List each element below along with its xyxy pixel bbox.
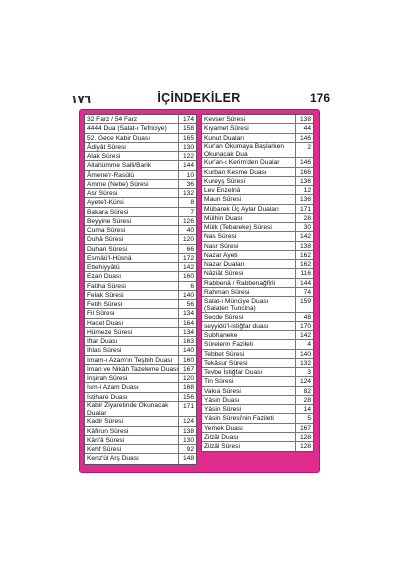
entry-title: Hacet Duası: [87, 319, 124, 327]
index-entry: [85, 402, 196, 418]
entry-title: Lev Enzelnâ: [204, 187, 241, 195]
entry-title: 4444 Dua (Salat-ı Tefriciye): [87, 125, 167, 133]
entry-page-number: 130: [178, 143, 196, 151]
entry-page-number: 44: [295, 124, 313, 132]
index-entry: [85, 115, 196, 124]
index-entry: [202, 350, 313, 359]
entry-title: Ezan Duası: [87, 273, 122, 281]
entry-title: Kevser Sûresi: [204, 116, 246, 123]
entry-page-number: 156: [178, 393, 196, 401]
entry-page-number: 138: [295, 115, 313, 123]
index-entry: [85, 427, 196, 436]
index-entry: [85, 217, 196, 226]
entry-title: Fil Sûresi: [87, 310, 115, 318]
index-entry: [202, 424, 313, 433]
entry-title: Esmâü'l-Hüsnâ: [87, 254, 132, 262]
index-entry: [202, 205, 313, 214]
entry-page-number: 7: [178, 208, 196, 216]
index-entry: [202, 442, 313, 451]
index-entry: [202, 359, 313, 368]
entry-title: İftar Duası: [87, 338, 118, 345]
entry-page-number: 8: [178, 198, 196, 206]
entry-title: Bakara Sûresi: [87, 208, 129, 216]
entry-page-number: 124: [295, 377, 313, 385]
entry-title: Kıyamet Sûresi: [204, 125, 249, 133]
entry-page-number: 160: [178, 272, 196, 280]
entry-page-number: 140: [178, 346, 196, 354]
entry-page-number: 6: [178, 282, 196, 290]
entry-page-number: 14: [295, 405, 313, 413]
entry-page-number: 160: [178, 356, 196, 364]
entry-title: Alak Sûresi: [87, 153, 121, 160]
index-entry: [202, 269, 313, 278]
index-entry: [202, 313, 313, 322]
index-entry: [202, 288, 313, 297]
entry-title: Cuma Sûresi: [87, 227, 126, 234]
entry-page-number: 146: [295, 158, 313, 166]
entry-title: Kureyş Sûresi: [204, 177, 246, 185]
index-entry: [85, 319, 196, 328]
index-entry: [85, 393, 196, 402]
entry-page-number: 136: [295, 177, 313, 185]
index-entry: [85, 417, 196, 426]
index-column-right: [201, 114, 314, 452]
entry-title: Nasr Sûresi: [204, 242, 239, 250]
entry-page-number: 82: [295, 387, 313, 395]
entry-title: Subhaneke: [204, 332, 238, 340]
index-entry: [202, 232, 313, 241]
index-entry: [85, 198, 196, 207]
index-entry: [202, 124, 313, 133]
entry-title: Kurban Kesme Duası: [204, 168, 267, 176]
entry-title: Nas Sûresi: [204, 233, 237, 241]
index-entry: [202, 387, 313, 396]
page-number: 176: [309, 91, 330, 105]
entry-title: Fatiha Sûresi: [87, 282, 126, 290]
index-entry: [85, 226, 196, 235]
index-entry: [85, 346, 196, 355]
entry-page-number: 138: [178, 427, 196, 435]
entry-page-number: 167: [178, 365, 196, 373]
entry-page-number: 28: [295, 396, 313, 404]
entry-page-number: 132: [178, 189, 196, 197]
entry-title: Yemek Duası: [204, 424, 243, 432]
index-entry: [202, 414, 313, 423]
entry-page-number: 134: [178, 328, 196, 336]
entry-page-number: 146: [295, 134, 313, 142]
index-entry: [202, 279, 313, 288]
entry-page-number: 36: [178, 180, 196, 188]
index-entry: [85, 235, 196, 244]
entry-title: Nazar Ayeti: [204, 251, 238, 259]
entry-page-number: 159: [295, 297, 313, 312]
entry-title: Kâfirun Sûresi: [87, 427, 129, 435]
index-entry: [202, 368, 313, 377]
entry-page-number: 124: [178, 417, 196, 425]
index-entry: [202, 168, 313, 177]
entry-page-number: 132: [295, 359, 313, 367]
index-entry: [85, 208, 196, 217]
entry-title: Tin Sûresi: [204, 378, 234, 386]
index-entry: [85, 180, 196, 189]
index-entry: [85, 272, 196, 281]
page-header: [68, 89, 330, 109]
entry-page-number: 3: [295, 368, 313, 376]
index-entry: [202, 143, 313, 159]
entry-page-number: 28: [295, 214, 313, 222]
entry-title: Kâri'â Sûresi: [87, 436, 125, 444]
index-entry: [85, 124, 196, 133]
entry-title: Fetih Sûresi: [87, 301, 123, 308]
entry-page-number: 74: [295, 288, 313, 296]
entry-page-number: 134: [178, 309, 196, 317]
entry-title: Mülk (Tebareke) Sûresi: [204, 224, 272, 232]
entry-title: Kadir Sûresi: [87, 418, 123, 426]
entry-title: Yâsin Sûresi'nin Fazileti: [204, 415, 274, 423]
entry-title: Hümeze Sûresi: [87, 328, 133, 336]
entry-page-number: 144: [178, 161, 196, 169]
entry-page-number: 2: [295, 143, 313, 158]
entry-title: Tebbet Sûresi: [204, 350, 245, 358]
index-entry: [85, 436, 196, 445]
entry-page-number: 116: [295, 269, 313, 277]
entry-title: Yâsin Duası: [204, 396, 240, 404]
entry-title: Amme (Nebe) Sûresi: [87, 180, 149, 188]
entry-page-number: 168: [178, 383, 196, 391]
entry-page-number: 170: [295, 322, 313, 330]
entry-title: Beyyine Sûresi: [87, 217, 131, 225]
index-entry: [85, 374, 196, 383]
entry-title: Asr Sûresi: [87, 190, 118, 197]
entry-title: Mülhin Duası: [204, 214, 243, 222]
index-entry: [202, 377, 313, 386]
index-entry: [85, 309, 196, 318]
entry-page-number: 138: [295, 242, 313, 250]
entry-title: Felak Sûresi: [87, 291, 124, 299]
entry-title: Ettehiyyâtü: [87, 264, 120, 271]
entry-page-number: 4: [295, 340, 313, 348]
index-entry: [85, 337, 196, 346]
entry-page-number: 130: [178, 436, 196, 444]
index-entry: [85, 328, 196, 337]
entry-page-number: 171: [295, 205, 313, 213]
entry-page-number: 142: [295, 232, 313, 240]
entry-title: Allahümme Salli/Barik: [87, 162, 152, 170]
entry-page-number: 171: [178, 402, 196, 417]
index-entry: [202, 214, 313, 223]
index-entry: [202, 322, 313, 331]
index-entry: [202, 297, 313, 313]
entry-page-number: 120: [178, 374, 196, 382]
index-entry: [202, 396, 313, 405]
index-entry: [202, 223, 313, 232]
entry-page-number: 167: [295, 424, 313, 432]
entry-page-number: 136: [295, 195, 313, 203]
index-entry: [202, 115, 313, 124]
entry-title: Ayete'l-Kürsi: [87, 199, 124, 207]
entry-title: Maun Sûresi: [204, 196, 242, 204]
index-entry: [85, 254, 196, 263]
entry-page-number: 92: [178, 445, 196, 453]
entry-title: Duhâ Sûresi: [87, 236, 124, 244]
index-entry: [85, 383, 196, 392]
page-number-arabic: ١٧٦: [71, 93, 92, 106]
index-entry: [202, 340, 313, 349]
index-entry: [202, 405, 313, 414]
entry-page-number: 128: [295, 433, 313, 441]
index-entry: [85, 161, 196, 170]
entry-title: Kabir Ziyaretinde Okunacak Dualar: [87, 402, 169, 417]
index-entry: [85, 282, 196, 291]
index-entry: [85, 300, 196, 309]
index-entry: [85, 356, 196, 365]
entry-page-number: 162: [295, 260, 313, 268]
index-entry: [85, 152, 196, 161]
entry-page-number: 48: [295, 313, 313, 321]
index-entry: [85, 143, 196, 152]
index-entry: [202, 134, 313, 143]
entry-title: Nazar Duaları: [204, 261, 245, 269]
entry-page-number: 120: [178, 235, 196, 243]
page-title: İÇİNDEKİLER: [157, 91, 241, 105]
entry-title: Zilzâl Sûresi: [204, 443, 240, 451]
entry-page-number: 40: [178, 226, 196, 234]
index-entry: [85, 454, 196, 463]
entry-title: İnşirah Sûresi: [87, 375, 128, 382]
index-frame: [79, 109, 320, 473]
entry-title: Rahman Sûresi: [204, 288, 250, 296]
entry-page-number: 142: [178, 263, 196, 271]
index-entry: [85, 245, 196, 254]
index-entry: [202, 186, 313, 195]
entry-page-number: 140: [295, 350, 313, 358]
index-entry: [202, 195, 313, 204]
index-entry: [202, 242, 313, 251]
entry-title: seyyidü'l-istiğfar duası: [204, 322, 269, 330]
entry-page-number: 144: [295, 279, 313, 287]
entry-title: İsm-i Azam Duası: [87, 384, 139, 392]
entry-page-number: 172: [178, 254, 196, 262]
entry-title: Kur'an-ı Kerim'den Dualar: [204, 159, 280, 167]
entry-title: Kehf Sûresi: [87, 446, 122, 454]
entry-page-number: 166: [295, 168, 313, 176]
entry-page-number: 140: [178, 291, 196, 299]
entry-page-number: 165: [178, 134, 196, 142]
index-entry: [85, 189, 196, 198]
entry-page-number: 164: [178, 319, 196, 327]
entry-title: Kur'an Okumaya Başlarken Okunacak Dua: [204, 143, 285, 158]
entry-title: İhlas Sûresi: [87, 347, 122, 355]
entry-title: Secde Sûresi: [204, 313, 244, 321]
index-entry: [85, 445, 196, 454]
entry-title: Nâziât Sûresi: [204, 270, 244, 278]
index-entry: [202, 177, 313, 186]
index-entry: [85, 291, 196, 300]
entry-page-number: 56: [178, 300, 196, 308]
index-entry: [202, 331, 313, 340]
index-entry: [85, 134, 196, 143]
entry-title: Rabbenâ / Rabbenağfirli: [204, 279, 276, 287]
entry-page-number: 66: [178, 245, 196, 253]
entry-page-number: 12: [295, 186, 313, 194]
entry-page-number: 158: [178, 124, 196, 132]
entry-title: Âmene'r-Rasûlü: [87, 171, 135, 179]
index-entry: [85, 263, 196, 272]
entry-title: İmam-ı Azam'ın Teşbih Duası: [87, 356, 173, 364]
entry-page-number: 142: [295, 331, 313, 339]
entry-title: Mübarek Üç Aylar Duaları: [204, 205, 280, 213]
entry-page-number: 122: [178, 152, 196, 160]
entry-page-number: 5: [295, 414, 313, 422]
entry-page-number: 148: [178, 454, 196, 463]
entry-title: Salat-ı Münciye Duası (Salaten Tuncina): [204, 297, 269, 312]
entry-page-number: 10: [178, 171, 196, 179]
entry-page-number: 126: [178, 217, 196, 225]
index-entry: [202, 251, 313, 260]
index-entry: [202, 433, 313, 442]
entry-page-number: 162: [295, 251, 313, 259]
index-entry: [202, 158, 313, 167]
index-column-left: [84, 114, 197, 465]
entry-title: Âdiyât Sûresi: [87, 143, 126, 151]
entry-title: Kunut Duaları: [204, 134, 245, 142]
entry-title: İman ve Nikâh Tazeleme Duası: [87, 365, 179, 373]
entry-title: Zilzâl Duası: [204, 433, 239, 441]
entry-page-number: 128: [295, 442, 313, 451]
entry-page-number: 30: [295, 223, 313, 231]
entry-title: Vakıa Sûresi: [204, 387, 241, 395]
entry-title: Duhan Sûresi: [87, 245, 127, 253]
entry-title: 32 Farz / 54 Farz: [87, 116, 138, 123]
entry-title: İstihare Duası: [87, 393, 128, 401]
entry-title: Yâsin Sûresi: [204, 406, 242, 414]
index-entry: [85, 365, 196, 374]
entry-title: Tevbe İstiğfar Duası: [204, 369, 263, 377]
entry-title: 52. Gece Kabir Duası: [87, 134, 151, 142]
index-entry: [85, 171, 196, 180]
index-entry: [202, 260, 313, 269]
entry-page-number: 174: [178, 115, 196, 123]
entry-title: Sûrelerin Fazileti: [204, 341, 254, 349]
entry-title: Kenz'ül Arş Duası: [87, 455, 139, 463]
entry-page-number: 163: [178, 337, 196, 345]
entry-title: Tekâsur Sûresi: [204, 359, 248, 367]
